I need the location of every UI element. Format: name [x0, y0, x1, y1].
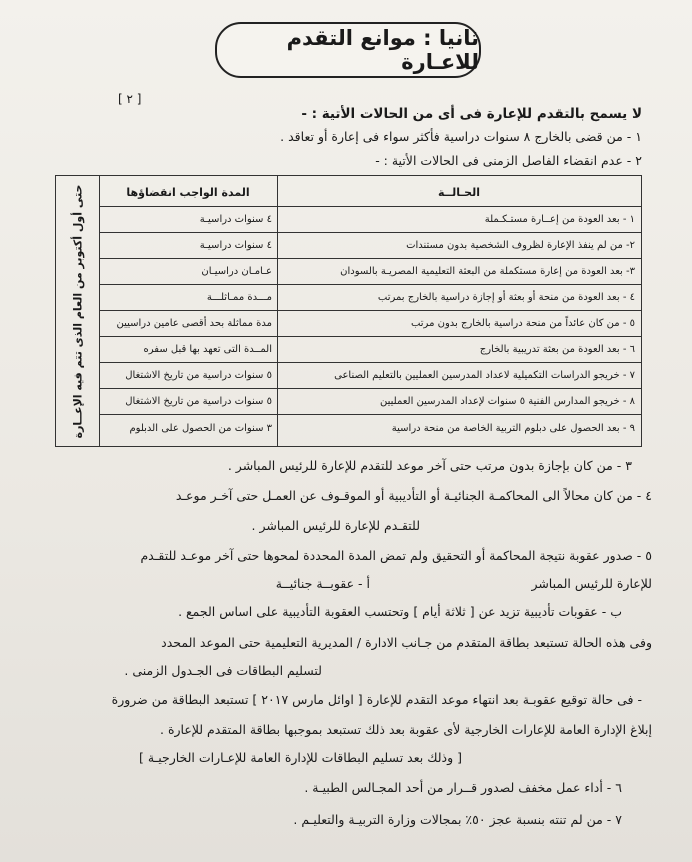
item-6: ٦ - أداء عمل مخفف لصدور قــرار من أحد المجـالس الطبيـة .: [304, 780, 622, 795]
item-7: ٧ - من لم تنته بنسبة عجز ٥٠٪ بمجالات وزارة التربيـة والتعليـم .: [293, 812, 622, 827]
table-row-case: ٤ - بعد العودة من منحة أو بعثة أو إجازة دراسية بالخارج بمرتب: [377, 292, 635, 303]
table-row-case: ٣- بعد العودة من إعارة مستكملة من البعثة التعليمية المصريـة بالسودان: [340, 266, 635, 277]
table-row-case: ٧ - خريجو الدراسات التكميلية لاعداد المدرسين العمليين بالتعليم الصناعى: [334, 370, 635, 381]
item-4-line-1: ٤ - من كان محالاً الى المحاكمـة الجنائيـة أو التأديبية أو الموقـوف عن العمـل حتى آخـر موعـد: [175, 488, 652, 503]
table-row-case: ٨ - خريجو المدارس الفنية ٥ سنوات لإعداد المدرسين العمليين: [379, 396, 635, 407]
bullet-line-3: [ وذلك بعد تسليم البطاقات للإدارة العامة للإعـارات الخارجيـة ]: [139, 750, 462, 765]
section-title-box: [215, 22, 481, 78]
bullet-line-1: - فى حالة توقيع عقوبـة بعد انتهاء موعد التقدم للإعارة [ اوائل مارس ٢٠١٧ ] تستبعد البطاقة من ضرورة: [111, 692, 642, 707]
table-row-period: عـامـان دراسيـان: [201, 266, 272, 277]
table-row-case: ٥ - من كان عائداً من منحة دراسية بالخارج بدون مرتب: [410, 318, 635, 329]
table-row-case: ٢- من لم ينفذ الإعارة لظروف الشخصية بدون مستندات: [406, 240, 635, 251]
item-5-c-line-1: وفى هذه الحالة تستبعد بطاقة المتقدم من جـانب الادارة / المديرية التعليمية حتى الموعد المحدد: [161, 635, 652, 650]
table-row-period: ٥ سنوات دراسية من تاريخ الاشتغال: [125, 396, 272, 407]
header-case: الحـالــة: [437, 186, 481, 199]
section-title: ثانيا : موانع التقدم للاعـارة: [286, 26, 479, 74]
table-row-period: ٥ سنوات دراسية من تاريخ الاشتغال: [125, 370, 272, 381]
table-row-case: ٩ - بعد الحصول على دبلوم التربية الخاصة من منحة دراسية: [391, 423, 635, 434]
intervals-table: [55, 175, 642, 447]
item-5-line-2a: للإعارة للرئيس المباشر: [531, 576, 652, 591]
item-1: ١ - من قضى بالخارج ٨ سنوات دراسية فأكثر سواء فى إعارة أو تعاقد .: [280, 129, 642, 144]
table-row-period: ٤ سنوات دراسيـة: [199, 214, 272, 225]
item-3: ٣ - من كان بإجازة بدون مرتب حتى آخر موعد للتقدم للإعارة للرئيس المباشر .: [227, 458, 632, 473]
item-2: ٢ - عدم انقضاء الفاصل الزمنى فى الحالات الأتية : -: [375, 153, 642, 168]
table-side-note: حتى أول أكتوبر من العام الذى تتم فيه الإعــارة: [71, 184, 85, 438]
table-row-period: ٣ سنوات من الحصول على الدبلوم: [129, 423, 272, 434]
intro-text: لا يسمح بالتقدم للإعارة فى أى من الحالات الأتية : -: [301, 106, 642, 122]
bullet-line-2: إبلاغ الإدارة العامة للإعارات الخارجية لأى عقوبة بعد ذلك تستبعد بموجبها بطاقة المتقدم للإعارة .: [160, 722, 652, 737]
header-period: المدة الواجب انقضاؤها: [126, 186, 250, 199]
item-5-c-line-2: لتسليم البطاقات فى الجـدول الزمنى .: [124, 663, 322, 678]
table-row-period: المــدة التى تعهد بها قبل سفره: [143, 344, 272, 355]
table-row-case: ٦ - بعد العودة من بعثة تدريبية بالخارج: [479, 344, 635, 355]
table-row-period: ٤ سنوات دراسيـة: [199, 240, 272, 251]
item-5-b: ب - عقوبات تأديبية تزيد عن [ ثلاثة أيام ] وتحتسب العقوبة التأديبية على اساس الجمع .: [178, 604, 622, 619]
table-row-period: مدة مماثلة بحد أقصى عامين دراسيين: [116, 318, 272, 329]
table-row-case: ١ - بعد العودة من إعــارة مستـكـملة: [484, 214, 635, 225]
page-number: [ ٢ ]: [118, 92, 142, 106]
table-row-period: مـــدة ممـاثلـــة: [206, 292, 272, 303]
item-5-line-2b: أ - عقوبــة جنائيــة: [275, 576, 370, 591]
item-5-line-1: ٥ - صدور عقوبة نتيجة المحاكمة أو التحقيق ولم تمض المدة المحددة لمحوها حتى آخر موعـد للتقـدم: [140, 548, 652, 563]
item-4-line-2: للتقـدم للإعارة للرئيس المباشر .: [251, 518, 420, 533]
